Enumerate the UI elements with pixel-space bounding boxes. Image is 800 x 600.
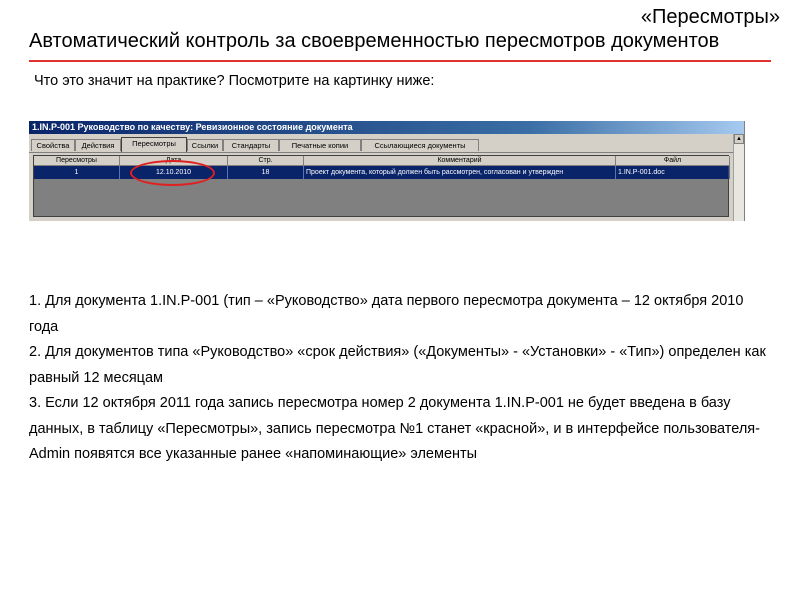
tab-referencing-documents[interactable]: Ссылающиеся документы <box>361 139 479 151</box>
column-header-file[interactable]: Файл <box>616 156 730 166</box>
table-row[interactable] <box>34 166 728 179</box>
revisions-table <box>33 155 729 217</box>
cell-date: 12.10.2010 <box>120 166 228 179</box>
slide-header <box>0 0 800 70</box>
column-header-date[interactable]: Дата <box>120 156 228 166</box>
table-header <box>34 156 728 166</box>
column-header-revisions[interactable]: Пересмотры <box>34 156 120 166</box>
vertical-scrollbar[interactable] <box>733 134 744 221</box>
scroll-up-icon[interactable]: ▲ <box>734 134 744 144</box>
cell-revision: 1 <box>34 166 120 179</box>
window-titlebar: 1.IN.P-001 Руководство по качеству: Ревизионное состояние документа <box>29 121 744 134</box>
app-window-screenshot <box>29 121 745 221</box>
tab-strip <box>29 137 744 153</box>
paragraph-2: 2. Для документов типа «Руководство» «срок действия» («Документы» - «Установки» - «Тип») определен как равный 12 месяцам <box>29 344 766 386</box>
tab-standards[interactable]: Стандарты <box>223 139 279 151</box>
tab-links[interactable]: Ссылки <box>187 139 223 151</box>
slide-title: Автоматический контроль за своевременностью пересмотров документов <box>29 30 720 52</box>
column-header-pages[interactable]: Стр. <box>228 156 304 166</box>
explanation-text <box>29 289 774 468</box>
column-header-comment[interactable]: Комментарий <box>304 156 616 166</box>
cell-comment: Проект документа, который должен быть рассмотрен, согласован и утвержден <box>304 166 616 179</box>
tab-printed-copies[interactable]: Печатные копии <box>279 139 361 151</box>
tab-revisions[interactable]: Пересмотры <box>121 137 187 152</box>
title-divider <box>29 60 771 62</box>
slide-subtitle: «Пересмотры» <box>640 6 780 28</box>
intro-text: Что это значит на практике? Посмотрите на картинку ниже: <box>34 73 435 89</box>
tab-properties[interactable]: Свойства <box>31 139 75 151</box>
cell-file: 1.IN.P-001.doc <box>616 166 730 179</box>
paragraph-1: 1. Для документа 1.IN.P-001 (тип – «Руководство» дата первого пересмотра документа – 12 октября 2010 года <box>29 293 744 335</box>
cell-pages: 18 <box>228 166 304 179</box>
tab-actions[interactable]: Действия <box>75 139 121 151</box>
paragraph-3: 3. Если 12 октября 2011 года запись пересмотра номер 2 документа 1.IN.P-001 не будет введена в базу данных, в таблицу «Пересмотры», запись пересмотра №1 станет «красной», и в интерфейсе пользователя-Admin появятся все указанные ранее «напоминающие» элементы <box>29 395 760 462</box>
